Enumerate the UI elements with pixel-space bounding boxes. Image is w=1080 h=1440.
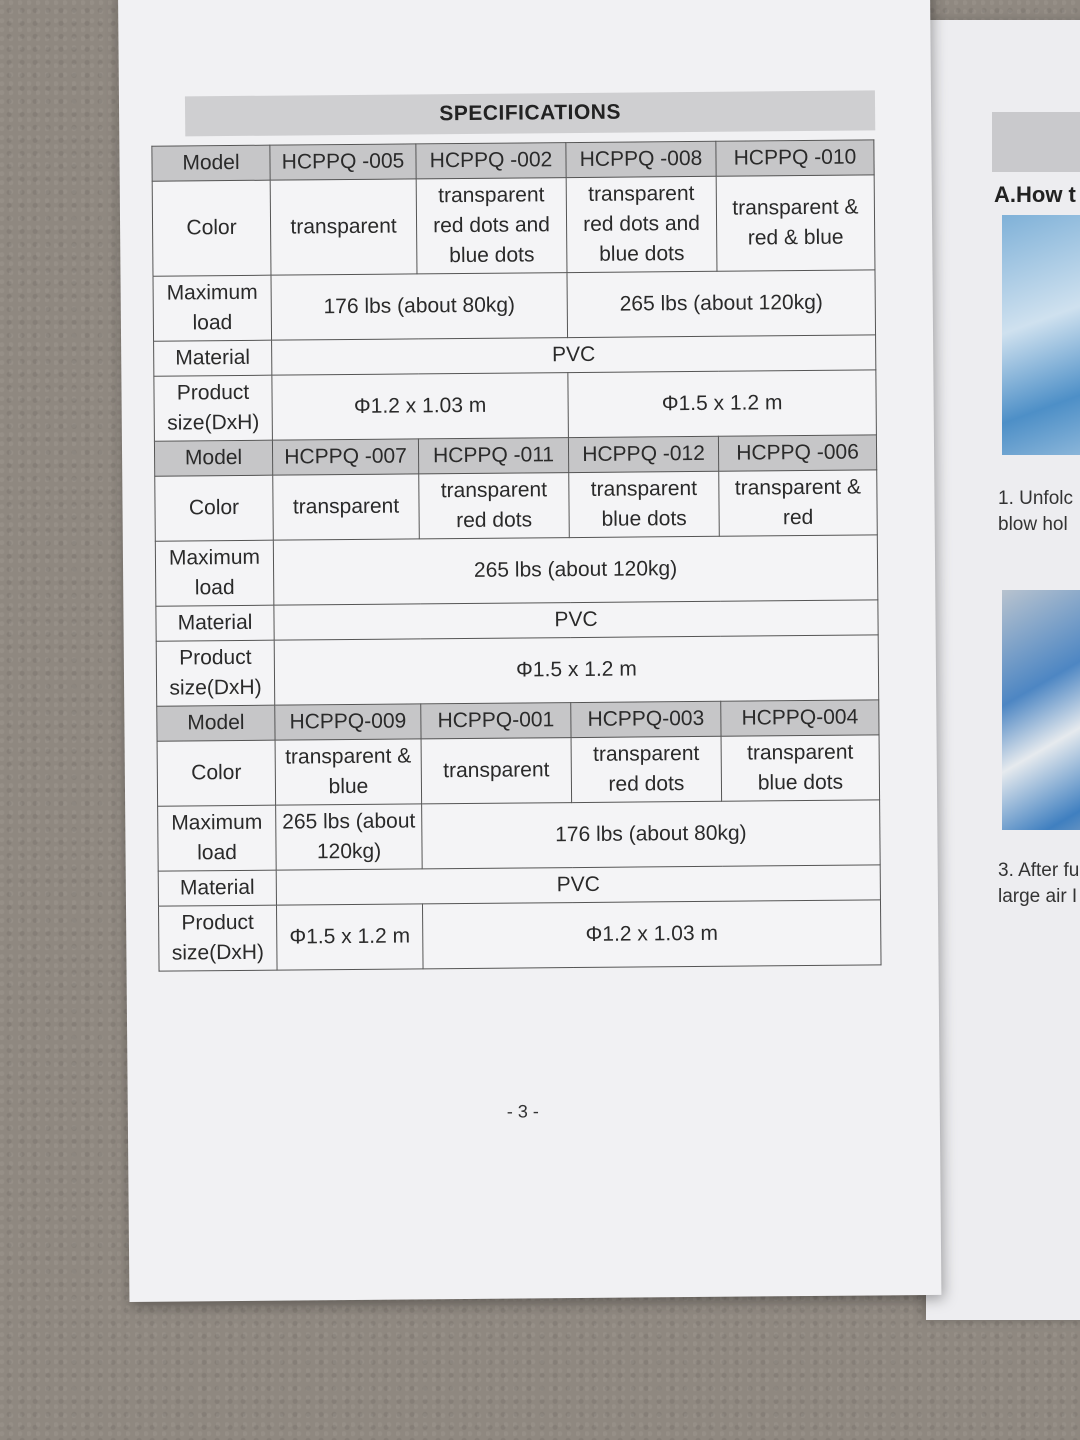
b2-size: Φ1.5 x 1.2 m	[274, 635, 879, 705]
specifications-title-band	[185, 90, 875, 136]
b3-color-label: Color	[157, 740, 276, 806]
b2-color-4: transparent & red	[719, 470, 878, 536]
b3-load-b: 176 lbs (about 80kg)	[422, 800, 881, 869]
step3-line2: large air I	[998, 886, 1078, 907]
b3-load-label: Maximum load	[158, 805, 277, 871]
b1-model-3: HCPPQ -008	[566, 141, 716, 177]
b3-color-2: transparent	[421, 738, 572, 804]
b1-size-row	[154, 370, 877, 441]
b1-model-label: Model	[152, 145, 270, 181]
b2-size-label: Product size(DxH)	[156, 640, 275, 706]
b2-load-row	[155, 535, 878, 606]
next-page-title-band	[992, 112, 1080, 172]
b3-model-2: HCPPQ-001	[421, 703, 571, 739]
b1-size-b: Φ1.5 x 1.2 m	[568, 370, 877, 438]
b1-load-a: 176 lbs (about 80kg)	[271, 273, 568, 341]
b1-color-4: transparent & red & blue	[716, 175, 875, 271]
b1-size-label: Product size(DxH)	[154, 375, 273, 441]
b1-load-row	[153, 270, 876, 341]
step1-line1: 1. Unfolc	[998, 488, 1073, 509]
b3-color-row	[157, 735, 880, 806]
b2-load: 265 lbs (about 120kg)	[273, 535, 878, 605]
b2-color-row	[155, 470, 878, 541]
b3-load-row	[158, 800, 881, 871]
b3-size-a: Φ1.5 x 1.2 m	[276, 904, 423, 970]
b3-material: PVC	[276, 865, 880, 905]
b3-model-4: HCPPQ-004	[721, 700, 879, 736]
b3-size-b: Φ1.2 x 1.03 m	[422, 900, 881, 969]
b1-model-4: HCPPQ -010	[716, 140, 874, 176]
b1-color-3: transparent red dots and blue dots	[566, 176, 717, 272]
b1-model-1: HCPPQ -005	[270, 144, 416, 180]
b2-model-2: HCPPQ -011	[418, 438, 568, 474]
b2-material: PVC	[274, 600, 878, 640]
next-page	[926, 20, 1080, 1320]
b2-model-4: HCPPQ -006	[718, 435, 876, 471]
specifications-table	[151, 139, 881, 971]
b1-load-label: Maximum load	[153, 275, 272, 341]
b2-color-2: transparent red dots	[419, 473, 570, 539]
b1-color-row	[152, 175, 875, 276]
b3-color-4: transparent blue dots	[721, 735, 880, 801]
b2-size-row	[156, 635, 879, 706]
instruction-photo-1	[1002, 215, 1080, 455]
b3-load-a: 265 lbs (about 120kg)	[276, 804, 423, 870]
b3-color-1: transparent & blue	[275, 739, 422, 805]
b3-size-row	[158, 900, 881, 971]
b1-size-a: Φ1.2 x 1.03 m	[272, 373, 569, 441]
b1-material-label: Material	[154, 340, 272, 376]
b2-color-1: transparent	[273, 474, 420, 540]
b1-load-b: 265 lbs (about 120kg)	[567, 270, 876, 338]
step3-line1: 3. After fu	[998, 860, 1080, 881]
b1-color-2: transparent red dots and blue dots	[416, 178, 567, 274]
manual-page	[118, 0, 941, 1302]
b3-material-label: Material	[158, 870, 276, 906]
b2-model-label: Model	[154, 440, 272, 476]
specifications-title: SPECIFICATIONS	[439, 100, 621, 126]
b2-color-label: Color	[155, 475, 274, 541]
b2-model-1: HCPPQ -007	[272, 439, 418, 475]
b1-model-2: HCPPQ -002	[416, 143, 566, 179]
b2-model-3: HCPPQ -012	[568, 436, 718, 472]
b3-model-label: Model	[157, 705, 275, 741]
b2-load-label: Maximum load	[155, 540, 274, 606]
next-page-heading: A.How t	[994, 182, 1076, 207]
b3-size-label: Product size(DxH)	[158, 905, 277, 971]
instruction-photo-2	[1002, 590, 1080, 830]
b3-model-1: HCPPQ-009	[275, 704, 421, 740]
b2-color-3: transparent blue dots	[569, 471, 720, 537]
b3-color-3: transparent red dots	[571, 736, 722, 802]
page-number: - 3 -	[506, 1101, 539, 1122]
b2-material-label: Material	[156, 605, 274, 641]
b1-material: PVC	[272, 335, 876, 375]
b3-model-3: HCPPQ-003	[571, 701, 721, 737]
step1-line2: blow hol	[998, 514, 1068, 535]
b1-color-1: transparent	[270, 179, 417, 275]
b1-color-label: Color	[152, 180, 271, 276]
